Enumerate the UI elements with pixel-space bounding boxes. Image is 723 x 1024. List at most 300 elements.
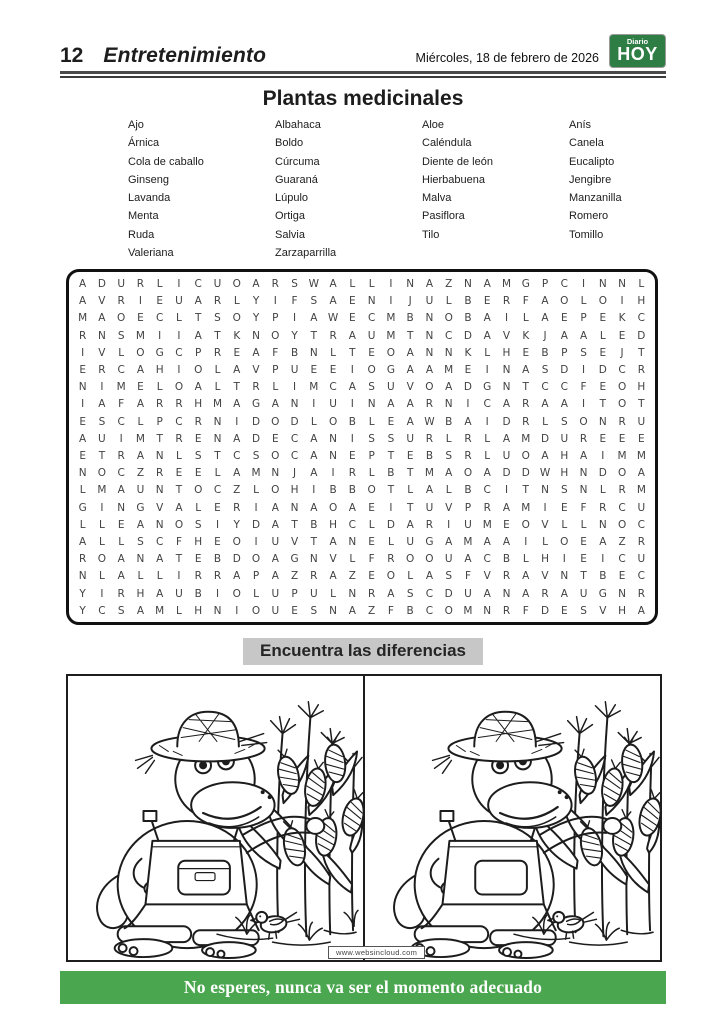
grid-letter: N [252, 329, 260, 342]
grid-letter: E [387, 415, 395, 428]
grid-letter: R [194, 570, 202, 583]
grid-letter: E [368, 570, 375, 583]
grid-letter: I [177, 570, 181, 583]
grid-letter: E [214, 501, 221, 514]
grid-letter: O [617, 467, 627, 480]
grid-letter: T [580, 570, 587, 583]
grid-letter: C [483, 398, 491, 411]
grid-letter: O [271, 449, 280, 462]
grid-letter: B [406, 312, 414, 325]
grid-letter: I [582, 363, 586, 376]
grid-letter: L [253, 484, 259, 497]
grid-letter: E [560, 604, 568, 617]
grid-letter: L [310, 415, 317, 428]
grid-letter: I [254, 535, 258, 548]
grid-letter: C [175, 415, 183, 428]
grid-letter: F [580, 381, 587, 394]
grid-letter: A [175, 501, 183, 514]
grid-letter: V [252, 363, 260, 376]
grid-letter: C [290, 449, 299, 462]
grid-letter: V [290, 535, 299, 548]
grid-letter: Y [291, 329, 298, 342]
grid-letter: A [98, 398, 106, 411]
grid-letter: I [620, 295, 624, 308]
grid-letter: O [117, 312, 126, 325]
grid-letter: H [194, 604, 203, 617]
word-item: Boldo [275, 137, 304, 150]
word-list [128, 116, 666, 262]
letter-grid [73, 275, 651, 619]
grid-letter: O [617, 381, 627, 394]
grid-letter: I [582, 398, 586, 411]
grid-letter: Z [233, 484, 241, 497]
grid-letter: S [117, 329, 125, 342]
grid-letter: B [348, 415, 356, 428]
grid-letter: E [618, 570, 626, 583]
grid-letter: C [618, 501, 626, 514]
grid-letter: A [522, 587, 530, 600]
grid-letter: S [560, 484, 568, 497]
grid-letter: H [618, 604, 627, 617]
grid-letter: R [233, 501, 241, 514]
grid-letter: C [637, 312, 646, 325]
grid-letter: E [580, 553, 587, 566]
grid-letter: L [272, 381, 279, 394]
grid-letter: U [329, 398, 337, 411]
grid-letter: Z [290, 570, 299, 583]
grid-letter: O [232, 312, 241, 325]
grid-letter: T [406, 329, 414, 342]
grid-letter: G [483, 381, 492, 394]
word-item: Aloe [422, 119, 445, 131]
grid-letter: M [78, 312, 88, 325]
word-item: Lavanda [128, 192, 171, 205]
grid-letter: M [97, 484, 107, 497]
grid-letter: O [386, 570, 396, 583]
word-item: Menta [128, 210, 159, 223]
grid-letter: H [194, 398, 203, 411]
grid-letter: A [464, 553, 472, 566]
grid-letter: R [117, 587, 125, 600]
grid-letter: O [444, 604, 453, 617]
grid-letter: R [78, 329, 87, 342]
grid-letter: E [599, 312, 607, 325]
grid-letter: O [560, 535, 569, 548]
grid-letter: E [599, 381, 607, 394]
word-item: Zarzaparrilla [275, 247, 337, 260]
grid-letter: A [194, 295, 202, 308]
grid-letter: M [463, 604, 473, 617]
word-item: Anís [569, 119, 592, 131]
grid-letter: N [464, 277, 472, 290]
grid-letter: G [136, 501, 145, 514]
grid-letter: V [502, 329, 511, 342]
grid-letter: P [272, 363, 279, 376]
grid-letter: Y [252, 295, 260, 308]
grid-letter: U [271, 587, 280, 600]
grid-letter: E [368, 346, 375, 359]
grid-letter: O [463, 467, 473, 480]
grid-letter: E [329, 363, 337, 376]
grid-letter: A [136, 449, 145, 462]
grid-letter: T [233, 381, 240, 394]
grid-letter: A [79, 535, 87, 548]
grid-letter: S [445, 449, 453, 462]
grid-letter: O [232, 277, 241, 290]
grid-letter: B [329, 484, 337, 497]
word-item: Caléndula [422, 137, 472, 150]
newspaper-page [60, 0, 666, 1004]
grid-letter: A [252, 277, 260, 290]
grid-letter: L [407, 570, 414, 583]
grid-letter: L [522, 312, 529, 325]
grid-letter: Z [618, 535, 626, 548]
grid-letter: E [137, 381, 144, 394]
difference-image-left [66, 674, 365, 962]
grid-letter: A [271, 570, 279, 583]
grid-letter: L [176, 604, 182, 617]
word-item: Tilo [422, 228, 440, 241]
grid-letter: L [542, 535, 548, 548]
grid-letter: O [271, 484, 280, 497]
grid-letter: U [444, 553, 453, 566]
grid-letter: S [194, 518, 202, 531]
grid-letter: E [233, 346, 241, 359]
grid-letter: L [580, 518, 587, 531]
grid-letter: A [637, 604, 645, 617]
word-column [128, 116, 275, 262]
grid-letter: L [214, 381, 221, 394]
grid-letter: O [328, 415, 338, 428]
grid-letter: A [329, 277, 337, 290]
grid-letter: I [177, 363, 181, 376]
difference-image-right [363, 674, 662, 962]
grid-letter: A [329, 570, 337, 583]
grid-letter: H [155, 363, 164, 376]
grid-letter: A [271, 398, 279, 411]
grid-letter: U [290, 363, 299, 376]
grid-letter: L [387, 535, 394, 548]
grid-letter: I [582, 277, 586, 290]
grid-letter: U [464, 518, 472, 531]
grid-letter: N [97, 329, 106, 342]
grid-letter: R [522, 398, 530, 411]
grid-letter: B [464, 312, 472, 325]
grid-letter: S [310, 604, 318, 617]
grid-letter: D [97, 277, 106, 290]
grid-letter: S [406, 587, 414, 600]
grid-letter: A [406, 415, 414, 428]
grid-letter: O [271, 415, 280, 428]
grid-letter: G [251, 398, 261, 411]
word-item: Albahaca [275, 119, 321, 131]
grid-letter: T [310, 329, 318, 342]
grid-letter: W [539, 467, 551, 480]
grid-letter: E [194, 553, 202, 566]
grid-letter: V [156, 501, 164, 514]
grid-letter: L [79, 484, 86, 497]
grid-letter: N [290, 501, 299, 514]
grid-letter: R [78, 553, 87, 566]
grid-letter: A [271, 501, 279, 514]
grid-letter: O [521, 518, 530, 531]
grid-letter: B [445, 415, 453, 428]
grid-letter: R [329, 329, 337, 342]
grid-letter: A [348, 381, 356, 394]
grid-letter: U [175, 295, 183, 308]
grid-letter: T [387, 484, 395, 497]
grid-letter: D [251, 432, 261, 445]
grid-letter: I [562, 553, 566, 566]
grid-letter: E [291, 604, 298, 617]
grid-letter: F [118, 398, 125, 411]
grid-letter: O [194, 484, 203, 497]
grid-letter: L [522, 553, 529, 566]
grid-letter: N [618, 277, 627, 290]
grid-letter: M [424, 467, 434, 480]
grid-letter: F [580, 501, 587, 514]
grid-letter: F [368, 553, 375, 566]
grid-letter: O [598, 295, 607, 308]
grid-letter: T [214, 449, 221, 462]
spot-difference-panels [66, 674, 666, 962]
word-item: Ruda [128, 228, 155, 241]
grid-letter: S [137, 535, 144, 548]
grid-letter: I [389, 277, 393, 290]
grid-letter: T [406, 467, 414, 480]
word-column [275, 116, 422, 262]
grid-letter: O [406, 553, 415, 566]
grid-letter: L [233, 295, 240, 308]
grid-letter: T [195, 312, 202, 325]
grid-letter: L [349, 277, 356, 290]
grid-letter: H [502, 346, 511, 359]
grid-letter: L [330, 346, 337, 359]
grid-letter: I [100, 587, 104, 600]
grid-letter: K [233, 329, 241, 342]
grid-letter: O [97, 553, 107, 566]
grid-letter: H [194, 535, 203, 548]
grid-letter: R [175, 398, 183, 411]
grid-letter: N [117, 501, 126, 514]
grid-letter: B [464, 484, 472, 497]
grid-letter: P [464, 501, 472, 514]
word-item: Jengibre [569, 173, 612, 186]
grid-letter: O [251, 604, 261, 617]
grid-letter: A [425, 570, 434, 583]
grid-letter: A [483, 329, 491, 342]
grid-letter: L [98, 570, 105, 583]
differences-title: Encuentra las diferencias [243, 638, 483, 665]
grid-letter: A [406, 346, 414, 359]
grid-letter: A [233, 363, 241, 376]
grid-letter: L [330, 587, 337, 600]
grid-letter: S [310, 295, 318, 308]
differences-header-wrap [60, 638, 666, 665]
grid-letter: N [155, 449, 164, 462]
word-item: Hierbabuena [422, 173, 485, 186]
grid-letter: U [425, 501, 434, 514]
grid-letter: F [175, 535, 182, 548]
grid-letter: F [387, 604, 394, 617]
grid-letter: N [367, 398, 376, 411]
grid-letter: R [252, 381, 260, 394]
grid-letter: M [135, 329, 145, 342]
grid-letter: I [601, 553, 605, 566]
grid-letter: A [348, 329, 356, 342]
grid-letter: I [215, 587, 220, 600]
grid-letter: V [98, 295, 106, 308]
grid-letter: I [504, 312, 509, 325]
grid-letter: V [98, 346, 106, 359]
grid-letter: I [524, 535, 528, 548]
grid-letter: R [156, 398, 164, 411]
grid-letter: R [175, 432, 183, 445]
grid-letter: A [79, 432, 87, 445]
grid-letter: G [78, 501, 87, 514]
grid-letter: A [541, 295, 549, 308]
grid-letter: R [367, 587, 376, 600]
grid-letter: I [138, 295, 142, 308]
grid-letter: B [387, 467, 395, 480]
grid-letter: C [367, 312, 376, 325]
grid-letter: R [483, 501, 491, 514]
grid-letter: I [81, 398, 85, 411]
grid-letter: M [482, 518, 492, 531]
grid-letter: L [118, 346, 125, 359]
grid-letter: D [637, 329, 646, 342]
grid-letter: U [213, 277, 222, 290]
grid-letter: E [349, 295, 356, 308]
grid-letter: D [251, 415, 261, 428]
grid-letter: J [543, 329, 547, 342]
grid-letter: R [194, 415, 202, 428]
grid-letter: V [599, 604, 607, 617]
grid-letter: M [386, 312, 396, 325]
grid-letter: I [312, 398, 316, 411]
grid-letter: K [522, 329, 530, 342]
grid-letter: A [579, 449, 588, 462]
grid-letter: R [502, 570, 511, 583]
grid-letter: A [483, 535, 491, 548]
grid-letter: C [560, 277, 568, 290]
grid-letter: A [522, 570, 530, 583]
grid-letter: G [521, 277, 530, 290]
grid-letter: A [560, 587, 568, 600]
grid-letter: O [617, 398, 627, 411]
page-number: 12 [60, 44, 84, 67]
grid-letter: C [329, 381, 337, 394]
grid-letter: N [78, 381, 87, 394]
grid-letter: C [348, 518, 357, 531]
grid-letter: O [194, 363, 203, 376]
grid-letter: N [78, 570, 87, 583]
grid-letter: E [349, 449, 356, 462]
grid-letter: A [79, 295, 87, 308]
grid-letter: W [308, 277, 320, 290]
grid-letter: A [502, 535, 511, 548]
grid-letter: S [387, 432, 395, 445]
grid-letter: A [522, 363, 530, 376]
grid-letter: R [136, 277, 145, 290]
grid-letter: T [638, 398, 645, 411]
grid-letter: D [598, 467, 607, 480]
grid-letter: C [541, 381, 549, 394]
grid-letter: S [291, 277, 298, 290]
grid-letter: N [271, 467, 280, 480]
grid-letter: E [618, 432, 626, 445]
grid-letter: M [636, 484, 646, 497]
grid-letter: O [617, 518, 627, 531]
grid-letter: S [560, 415, 568, 428]
grid-letter: B [502, 553, 511, 566]
grid-letter: I [100, 381, 104, 394]
grid-letter: N [367, 295, 376, 308]
grid-letter: A [117, 570, 125, 583]
grid-letter: A [579, 329, 588, 342]
grid-letter: U [367, 329, 376, 342]
grid-letter: G [290, 553, 299, 566]
grid-letter: C [175, 346, 183, 359]
grid-letter: H [560, 467, 569, 480]
grid-letter: R [618, 415, 626, 428]
word-column [569, 116, 716, 262]
grid-letter: R [213, 295, 222, 308]
word-item: Malva [422, 192, 452, 205]
grid-letter: D [598, 363, 607, 376]
grid-letter: R [637, 363, 645, 376]
grid-letter: L [484, 346, 491, 359]
word-item: Cúrcuma [275, 155, 320, 168]
grid-letter: E [271, 432, 279, 445]
grid-letter: U [560, 432, 569, 445]
grid-letter: A [98, 312, 106, 325]
grid-letter: M [501, 277, 512, 290]
header-rule [60, 71, 666, 78]
grid-letter: U [637, 501, 646, 514]
grid-letter: A [387, 587, 395, 600]
grid-letter: Z [136, 467, 145, 480]
grid-letter: R [387, 553, 395, 566]
word-item: Pasiflora [422, 210, 465, 223]
grid-letter: C [290, 432, 299, 445]
grid-letter: T [638, 346, 645, 359]
grid-letter: U [406, 535, 414, 548]
grid-letter: C [425, 587, 434, 600]
grid-letter: I [254, 501, 258, 514]
grid-letter: O [367, 363, 376, 376]
grid-letter: C [156, 312, 164, 325]
grid-letter: A [233, 398, 241, 411]
grid-letter: N [598, 518, 607, 531]
grid-letter: N [329, 604, 338, 617]
word-item: Ajo [128, 119, 144, 131]
grid-letter: I [350, 432, 354, 445]
grid-letter: I [177, 329, 181, 342]
grid-letter: A [560, 329, 568, 342]
grid-letter: H [637, 295, 646, 308]
grid-letter: A [599, 535, 607, 548]
grid-letter: R [156, 467, 164, 480]
grid-letter: I [485, 363, 489, 376]
grid-letter: G [425, 535, 434, 548]
grid-letter: N [78, 467, 87, 480]
grid-letter: C [618, 363, 626, 376]
grid-letter: C [194, 277, 202, 290]
grid-letter: H [136, 587, 145, 600]
grid-letter: C [637, 570, 646, 583]
grid-letter: I [119, 432, 123, 445]
